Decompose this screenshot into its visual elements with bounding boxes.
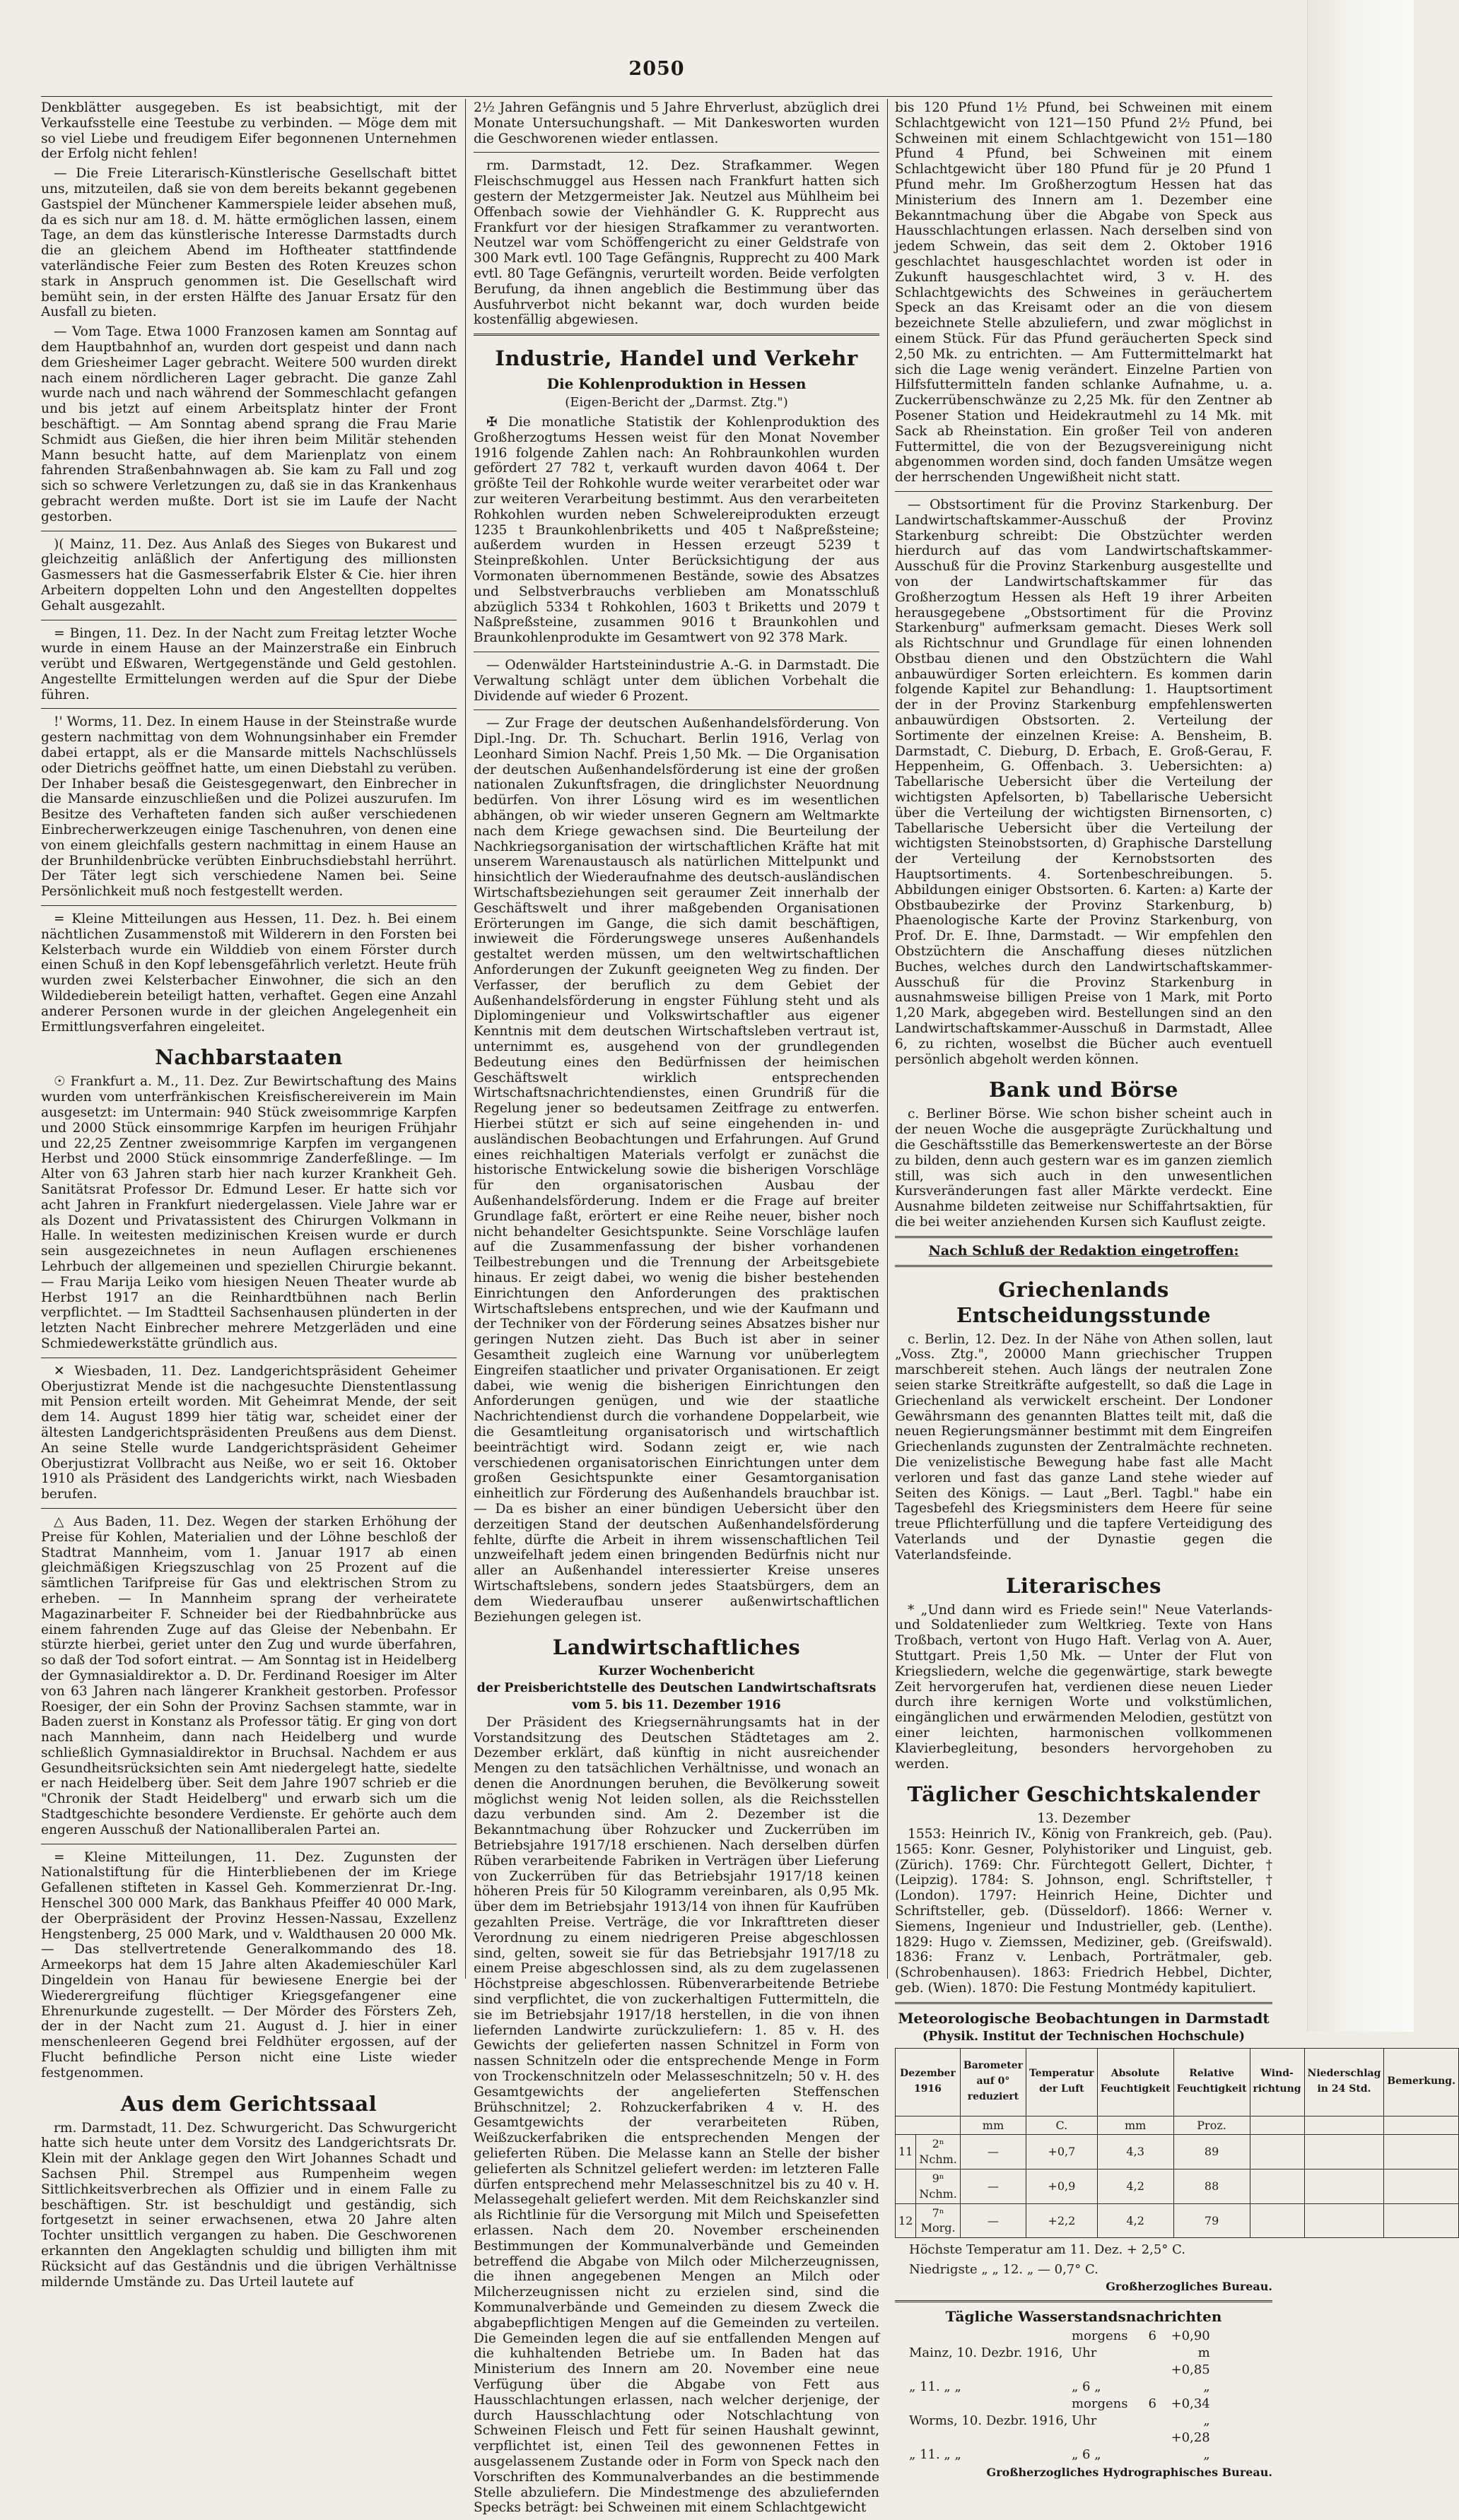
row-time: 7ⁿ Morg. <box>916 2203 961 2238</box>
subheading-daterange: vom 5. bis 11. Dezember 1916 <box>572 1697 781 1712</box>
article-frankfurt: ☉ Frankfurt a. M., 11. Dez. Zur Bewirtschaftung des Mains wurden vom unterfränkischen Kreisfischereiverein im Main ausgesetzt: im Untermain: 940 Stück zweisommrige Karpfen und 2000 Stück einsommrige Karpfen im heurigen Frühjahr und 22,25 Zentner zweisommrige Karpfen im vergangenen Herbst und 2000 Stück einsommrige Zanderfeßlinge. — Im Alter von 63 Jahren starb hier nach kurzer Krankheit Geh. Sanitätsrat Professor Dr. Edmund Leser. Er hatte sich vor acht Jahren in Frankfurt niedergelassen. Viele Jahre war er als Dozent und Privatassistent des Chirurgen Volkmann in Halle. In weitesten medizinischen Kreisen wurde er durch sein ausgezeichnetes in neun Auflagen erschienenes Lehrbuch der allgemeinen und speziellen Chirurgie bekannt. — Frau Marija Leiko vom hiesigen Neuen Theater wurde ab Herbst 1917 an die Reinhardtbühnen nach Berlin verpflichtet. — Im Stadtteil Sachsenhausen plünderten in der letzten Nacht Einbrecher mehrere Metzgerläden und eine Schmiedewerkstätte gründlich aus. <box>41 1074 457 1351</box>
article-baden: △ Aus Baden, 11. Dez. Wegen der starken Erhöhung der Preise für Kohlen, Materialien und der Löhne beschloß der Stadtrat Mannheim, vom 1. Januar 1917 ab einen gleichmäßigen Kriegszuschlag von 25 Prozent auf die sämtlichen Tarifpreise für Gas und elektrischen Strom zu erheben. — In Mannheim sprang der verheiratete Magazinarbeiter F. Schneider bei der Riedbahnbrücke aus einem fahrenden Zuge auf das Gleise der Nebenbahn. Er stürzte hierbei, geriet unter den Zug und wurde überfahren, so daß der Tod sofort eintrat. — Am Sonntag ist in Heidelberg der Gymnasialdirektor a. D. Dr. Ferdinand Roesiger im Alter von 63 Jahren nach längerer Krankheit gestorben. Professor Roesiger, der ein Sohn der Provinz Sachsen stammte, war in Baden zuerst in Konstanz als Professor tätig. Er ging von dort nach Mannheim, dann nach Heidelberg und wurde schließlich Gymnasialdirektor in Bruchsal. Nachdem er aus Gesundheitsrücksichten sein Amt niedergelegt hatte, siedelte er nach Heidelberg über. Seit dem Jahre 1907 schrieb er die "Chronik der Stadt Heidelberg" und erwarb sich um die Stadtgeschichte besondere Verdienste. Er gehörte auch dem engeren Ausschuß der Nationalliberalen Partei an. <box>41 1514 457 1837</box>
column-2 <box>474 100 879 2520</box>
row-day: 12 <box>896 2203 916 2238</box>
row-baro: — <box>960 2203 1026 2238</box>
heading-griechenland: Griechenlands Entscheidungsstunde <box>956 1277 1212 1327</box>
heading-industrie: Industrie, Handel und Verkehr <box>495 346 858 371</box>
article-vom-tage: — Vom Tage. Etwa 1000 Franzosen kamen am Sonntag auf dem Hauptbahnhof an, wurden dort gespeist und dann nach dem Griesheimer Lager gebracht. Weitere 500 wurden direkt nach einem nördlicheren Lager gebracht. Die ganze Zahl wurde nach und nach während der Sommeschlacht gefangen und bis jetzt auf einem Arbeitsplatz hinter der Front beschäftigt. — Am Sonntag abend sprang die Frau Marie Schmidt aus Gießen, die hier ihren beim Militär stehenden Mann besucht hatte, auf dem Marienplatz von einem fahrenden Straßenbahnwagen ab. Sie kam zu Fall und zog sich so schwere Verletzungen zu, daß sie in das Krankenhaus gebracht werden mußte. Dort ist sie im Laufe der Nacht gestorben. <box>41 324 457 524</box>
article-lieder: * „Und dann wird es Friede sein!" Neue Vaterlands- und Soldatenlieder zum Weltkrieg. Texte von Hans Troßbach, vertont von Hugo Haft. Verlag von A. Auer, Stuttgart. Preis 1,50 Mk. — Unter der Flut von Kriegsliedern, welche die gegenwärtige, stark bewegte Zeit hervorgerufen hat, verdienen diese neuen Lieder durch ihre kernigen Worte und volkstümlichen, eingänglichen und erwärmenden Melodien, gestützt von einer leichten, harmonischen vollkommenen Klavierbegleitung, besonders hervorgehoben zu werden. <box>895 1602 1272 1772</box>
article-kalender: 1553: Heinrich IV., König von Frankreich, geb. (Pau). 1565: Konr. Gesner, Polyhistoriker und Linguist, geb. (Zürich). 1769: Chr. Fürchtegott Gellert, Dichter, † (Leipzig). 1784: S. Johnson, engl. Schriftsteller, † (London). 1797: Heinrich Heine, Dichter und Schriftsteller, geb. (Düsseldorf). 1866: Werner v. Siemens, Ingenieur und Industrieller, geb. (Lenthe). 1829: Hugo v. Ziemssen, Mediziner, geb. (Greifswald). 1836: Franz v. Lenbach, Porträtmaler, geb. (Schrobenhausen). 1863: Friedrich Hebbel, Dichter, geb. (Wien). 1870: Die Festung Montmédy kapituliert. <box>895 1827 1272 1996</box>
column-rule-1 <box>465 99 466 1979</box>
water-list <box>895 2328 1272 2463</box>
water-city: „ 11. „ „ <box>909 2447 961 2462</box>
heading-wasserstand: Tägliche Wasserstandsnachrichten <box>945 2307 1222 2325</box>
row-rel: 89 <box>1173 2135 1250 2169</box>
row-temp: +0,9 <box>1026 2169 1097 2204</box>
water-time: morgens 6 Uhr <box>1072 2396 1156 2428</box>
water-credit: Großherzogliches Hydrographisches Bureau. <box>986 2465 1272 2479</box>
subheading-eigenbericht: (Eigen-Bericht der „Darmst. Ztg.") <box>565 395 788 411</box>
article-wiesbaden: ✕ Wiesbaden, 11. Dez. Landgerichtspräsident Geheimer Oberjustizrat Mende ist die nachgesuchte Dienstentlassung mit Pension erteilt worden. Mit Geheimrat Mende, der seit dem 14. August 1899 hier tätig war, scheidet einer der ältesten Landgerichtspräsidenten Preußens aus dem Dienst. An seine Stelle wurde Landgerichtspräsident Geheimer Oberjustizrat Vollbracht aus Neiße, wo er seit 16. Oktober 1910 als Präsident des Landgerichts wirkt, nach Wiesbaden berufen. <box>41 1363 457 1502</box>
column-1 <box>41 100 457 2294</box>
water-time: „ 6 „ <box>1072 2447 1101 2462</box>
water-row <box>909 2430 1272 2463</box>
row-wind <box>1250 2169 1304 2204</box>
article-mainz: )( Mainz, 11. Dez. Aus Anlaß des Sieges von Bukarest und gleichzeitig anläßlich der Anfertigung des millionsten Gasmessers hat die Gasmesserfabrik Elster & Cie. hier ihren Arbeitern doppelten Lohn und den Angestellten doppeltes Gehalt ausgezahlt. <box>41 536 457 613</box>
water-row <box>909 2396 1272 2430</box>
separator <box>895 2002 1272 2004</box>
article-kohlenstatistik: ✠ Die monatliche Statistik der Kohlenproduktion des Großherzogtums Hessen weist für den Monat November 1916 folgende Zahlen nach: An Rohbraunkohlen wurden gefördert 27 782 t, verkauft wurden davon 4064 t. Der größte Teil der Rohkohle wurde weiter verarbeitet oder war zur weiteren Verarbeitung bestimmt. Aus den verarbeiteten Rohkohlen wurden neben Schwelereiprodukten erzeugt 1235 t Braunkohlenbriketts und 405 t Naßpreßsteine; außerdem wurden in Hessen erzeugt 5239 t Steinpreßkohlen. Unter Berücksichtigung der aus Vormonaten übernommenen Bestände, sowie des Absatzes und Selbstverbrauchs verblieben am Monatsschluß abzüglich 5334 t Rohkohlen, 1603 t Briketts und 2079 t Naßpreßsteine, zusammen 9016 t Braunkohlen und Braunkohlenprodukte im Gesamtwert von 92 378 Mark. <box>474 414 879 646</box>
separator <box>895 2300 1272 2302</box>
weather-row <box>896 2169 1459 2204</box>
heading-meteorologie: Meteorologische Beobachtungen in Darmstadt <box>898 2009 1270 2027</box>
th-temperature: Temperatur der Luft <box>1026 2048 1097 2116</box>
kalender-date: 13. Dezember <box>1037 1811 1130 1827</box>
row-rain <box>1304 2135 1384 2169</box>
water-time: morgens 6 Uhr <box>1072 2328 1156 2360</box>
notice-redaktionsschluss <box>895 1244 1272 1259</box>
th-wind: Wind-richtung <box>1250 2048 1304 2116</box>
separator <box>474 152 879 153</box>
water-level: +0,85 „ <box>1171 2362 1210 2394</box>
row-wind <box>1250 2135 1304 2169</box>
th-precipitation: Niederschlag in 24 Std. <box>1304 2048 1384 2116</box>
temp-low: Niedrigste „ „ 12. „ — 0,7° C. <box>909 2262 1098 2278</box>
unit-blank <box>1250 2116 1304 2135</box>
article-bingen: = Bingen, 11. Dez. In der Nacht zum Freitag letzter Woche wurde in einem Hause an der Mainzerstraße ein Einbruch verübt und Eßwaren, Wertgegenstände und Geld gestohlen. Angestellte Ermittelungen werden auf die Spur der Diebe führen. <box>41 625 457 702</box>
th-year-label: 1916 <box>913 2083 942 2095</box>
weather-row <box>896 2203 1459 2238</box>
water-level: +0,34 „ <box>1171 2396 1210 2428</box>
heading-geschichtskalender: Täglicher Geschichtskalender <box>907 1782 1260 1807</box>
article-odenwaelder: — Odenwälder Hartsteinindustrie A.-G. in Darmstadt. Die Verwaltung schlägt unter dem üblichen Vorbehalt die Dividende auf wieder 6 Prozent. <box>474 657 879 704</box>
separator <box>41 905 457 906</box>
row-rel: 79 <box>1173 2203 1250 2238</box>
header-rule <box>41 96 1272 97</box>
article-kleine-hessen: = Kleine Mitteilungen aus Hessen, 11. Dez. h. Bei einem nächtlichen Zusammenstoß mit Wilderern in den Forsten bei Kelsterbach wurde ein Wilddieb von einem Förster durch einen Schuß in den Kopf lebensgefährlich verletzt. Heute früh wurden zwei Kelsterbacher Einwohner, die sich an den Wildedieberein beteiligt hatten, verhaftet. Gegen eine Anzahl anderer Personen wurde in der gleichen Angelegenheit ein Ermittlungsverfahren eingeleitet. <box>41 912 457 1035</box>
unit-blank <box>896 2116 961 2135</box>
separator <box>895 491 1272 492</box>
scan-margin <box>1307 0 1414 2032</box>
row-abs: 4,2 <box>1097 2169 1173 2204</box>
article-urteil-cont: 2½ Jahren Gefängnis und 5 Jahre Ehrverlust, abzüglich drei Monate Untersuchungshaft. — Mit Dankesworten wurden die Geschworenen wieder entlassen. <box>474 100 879 146</box>
row-remark <box>1384 2203 1459 2238</box>
article-worms: !' Worms, 11. Dez. In einem Hause in der Steinstraße wurde gestern nachmittag von dem Wohnungsinhaber ein Fremder dabei ertappt, als er die Mansarde mittels Nachschlüssels oder Dietrichs geöffnet hatte, um einen Diebstahl zu verüben. Der Inhaber besaß die Geistesgegenwart, den Einbrecher in die Mansarde einzuschließen und die Polizei auszurufen. Im Besitze des Verhafteten fanden sich außer verschiedenen Einbrecherwerkzeugen einige Taschenuhren, von denen eine von einem gleichfalls gestern nachmittag in einem Hause an der Brunhildenbrücke verübten Einbruchsdiebstahl herrührt. Der Täter legt sich verschiedene Namen bei. Seine Persönlichkeit muß noch festgestellt werden. <box>41 714 457 900</box>
row-day <box>896 2169 916 2204</box>
subheading-wochenbericht: Kurzer Wochenbericht <box>598 1664 755 1679</box>
water-city: „ 11. „ „ <box>909 2379 961 2394</box>
article-berliner-boerse: c. Berliner Börse. Wie schon bisher scheint auch in der neuen Woche die ausgeprägte Zurückhaltung und die Geschäftsstille das Bemerkenswerteste an der Börse zu bilden, denn auch gestern war es im ganzen ziemlich still, was sich auch in den unwesentlichen Kursveränderungen fast aller Märkte verdeckt. Eine Ausnahme bildeten zeitweise nur Schiffahrtsaktien, für die bei weiter anziehenden Kursen sich Kauflust zeigte. <box>895 1107 1272 1230</box>
row-temp: +2,2 <box>1026 2203 1097 2238</box>
column-3 <box>895 100 1455 2481</box>
water-row <box>909 2362 1272 2396</box>
row-remark <box>1384 2169 1459 2204</box>
subheading-institut: (Physik. Institut der Technischen Hochschule) <box>922 2029 1245 2044</box>
weather-header-row <box>896 2048 1459 2116</box>
row-rain <box>1304 2169 1384 2204</box>
water-level: +0,90 m <box>1171 2328 1210 2360</box>
column-rule-2 <box>887 99 888 1979</box>
row-rain <box>1304 2203 1384 2238</box>
water-time: „ 6 „ <box>1072 2379 1101 2394</box>
heading-literarisches: Literarisches <box>1006 1573 1161 1598</box>
subheading-preisbericht: der Preisberichtstelle des Deutschen Landwirtschaftsrats <box>476 1681 877 1696</box>
unit-abs: mm <box>1097 2116 1173 2135</box>
temp-high: Höchste Temperatur am 11. Dez. + 2,5° C. <box>909 2242 1185 2258</box>
row-abs: 4,3 <box>1097 2135 1173 2169</box>
page-number: 2050 <box>628 58 685 80</box>
th-relative-humidity: Relative Feuchtigkeit <box>1173 2048 1250 2116</box>
unit-blank <box>1384 2116 1459 2135</box>
th-month <box>896 2048 961 2116</box>
weather-table <box>895 2048 1459 2239</box>
weather-credit: Großherzogliches Bureau. <box>1106 2279 1272 2293</box>
row-wind <box>1250 2203 1304 2238</box>
unit-temp: C. <box>1026 2116 1097 2135</box>
separator <box>474 334 879 336</box>
article-griechenland: c. Berlin, 12. Dez. In der Nähe von Athen sollen, laut „Voss. Ztg.", 20000 Mann griechischer Truppen marschbereit stehen. Auch längs der neutralen Zone seien starke Streitkräfte aufgestellt, so daß die Lage in Griechenland als verwickelt erscheint. Der Londoner Gewährsmann des genannten Blattes teilt mit, daß die neuen Regierungsmänner bestimmt mit dem Eingreifen Griechenlands zugunsten der Zentralmächte rechneten. Die venizelistische Bewegung habe fast alle Macht verloren und fast das ganze Land stehe wieder auf Seiten des Königs. — Laut „Berl. Tagbl." habe ein Tagesbefehl des Kriegsministers dem Heere für seine treue Pflichterfüllung und die tapfere Verteidigung des Vaterlands und der Dynastie gegen die Vaterlandsfeinde. <box>895 1331 1272 1562</box>
row-day: 11 <box>896 2135 916 2169</box>
separator <box>895 1236 1272 1238</box>
article-speck-cont: bis 120 Pfund 1½ Pfund, bei Schweinen mit einem Schlachtgewicht von 121—150 Pfund 2½ Pfund, bei Schweinen mit einem Schlachtgewicht von 151—180 Pfund 4 Pfund, bei Schweinen mit einem Schlachtgewicht über 180 Pfund für je 20 Pfund 1 Pfund mehr. Im Großherzogtum Hessen hat das Ministerium des Innern am 1. Dezember eine Bekanntmachung über die Abgabe von Speck aus Hausschlachtungen erlassen. Nach derselben sind von jedem Schwein, das seit dem 2. Oktober 1916 geschlachtet hausgeschlachtet worden ist oder in Zukunft hausgeschlachtet wird, 3 v. H. des Schlachtgewichts des Schweines in geräuchertem Speck an das Kreisamt oder an die von diesem bezeichnete Stelle abzuliefern, und zwar möglichst in einem Stück. Für das Pfund geräucherten Speck sind 2,50 Mk. zu entrichten. — Am Futtermittelmarkt hat sich die Lage wenig verändert. Einzelne Partien von Hilfsfuttermitteln fanden schlanke Aufnahme, u. a. Zuckerrübenschwänze zu 2,25 Mk. für den Zentner ab Posener Station und Heidekrautmehl zu 14 Mk. mit Sack ab Rheinstation. Ein großer Teil von anderen Futtermittel, die von der Bezugsvereinigung nicht abgenommen worden sind, doch fanden Umsätze wegen der herrschenden Ungewißheit nicht statt. <box>895 100 1272 485</box>
row-temp: +0,7 <box>1026 2135 1097 2169</box>
row-baro: — <box>960 2135 1026 2169</box>
heading-nachbarstaaten: Nachbarstaaten <box>155 1045 343 1070</box>
row-remark <box>1384 2135 1459 2169</box>
row-time: 9ⁿ Nchm. <box>916 2169 961 2204</box>
subheading-kohlen: Die Kohlenproduktion in Hessen <box>546 375 807 393</box>
weather-row <box>896 2135 1459 2169</box>
article-kriegsernaehrung: Der Präsident des Kriegsernährungsamts hat in der Vorstandsitzung des Deutschen Städtetages am 2. Dezember erklärt, daß künftig in nicht ausreichender Mengen zu den tatsächlichen Verhältnisse, und wonach an denen die Anordnungen beruhen, die Bevölkerung soweit möglichst wenig Not leiden sollen, als die Reichsstellen dazu verbunden sind. Am 2. Dezember ist die Bekanntmachung über Rohzucker und Zuckerrüben im Betriebsjahre 1917/18 erschienen. Nach derselben dürfen Rüben verarbeitende Fabriken in Verträgen über Lieferung von Zuckerrüben für das Betriebsjahr 1917/18 keinen höheren Preis für 50 Kilogramm vereinbaren, als 0,95 Mk. über dem im Betriebsjahr 1913/14 von ihnen für Kaufrüben gezahlten Preise. Verträge, die vor Inkrafttreten dieser Verordnung zu einem niedrigeren Preise abgeschlossen sind, gelten, soweit sie für das Betriebsjahr 1917/18 zu einem Preise abgeschlossen sind, als zu dem zugelassenen Höchstpreise abgeschlossen. Rübenverarbeitende Betriebe sind verpflichtet, die von zuckerhaltigen Futtermitteln, die sie im Betriebsjahr 1917/18 herstellen, in die von ihnen liefernden Landwirte zurückzuliefern: 1. 85 v. H. des Gewichts der gelieferten nassen Schnitzel in Form von nassen Schnitzeln oder die entsprechende Menge in Form von Trockenschnitzeln oder Melasseschnitzeln; 50 v. H. des Gesamtgewichts der angelieferten Steffenschen Brühschnitzel; 2. Rohzuckerfabriken 4 v. H. des Gesamtgewichts der verarbeiteten Rüben, Weißzuckerfabriken die entsprechenden Mengen der gelieferten Rüben. Die Melasse kann an Stelle der bisher gelieferten als Schnitzel geliefert werden: im letzteren Falle dürfen entsprechend mehr Melasseschnitzel bis zu 40 v. H. Melassegehalt geliefert werden. Mit dem Reichskanzler sind als Richtlinie für die Versorgung mit Milch und Speisefetten erlassen. Nach dem 20. November erscheinenden Bestimmungen der Kommunalverbände und Gemeinden betreffend die Abgabe von Milch oder Milcherzeugnissen, die ihnen angegebenen Mengen an Milch oder Milcherzeugnissen nicht zu erzielen sind, sind die Kommunalverbände und Gemeinden zu diesem Zweck die abgabepflichtigen Mengen auf die Gemeinden zu verteilen. Die Gemeinden legen die auf sie entfallenden Mengen auf die kuhhaltenden Betriebe um. In Baden hat das Ministerium des Innern am 20. November eine neue Verfügung über die Abgabe von Fett aus Hausschlachtungen erlassen, nach welcher derjenige, der durch Hausschlachtung oder Notschlachtung von Schweinen Fleisch und Fett für seinen Haushalt gewinnt, verpflichtet ist, einen Teil des gewonnenen Fettes in ausgelassenem Zustande oder in Form von Speck nach den Vorschriften des Kommunalverbandes an die bestimmende Stelle abzuliefern. Die Mindestmenge des abzuliefernden Specks beträgt: bei Schweinen mit einem Schlachtgewicht <box>474 1714 879 2516</box>
heading-landwirtschaft: Landwirtschaftliches <box>552 1635 801 1660</box>
heading-bank-boerse: Bank und Börse <box>988 1078 1179 1102</box>
unit-rel: Proz. <box>1173 2116 1250 2135</box>
article-obstsortiment: — Obstsortiment für die Provinz Starkenburg. Der Landwirtschaftskammer-Ausschuß der Provinz Starkenburg schreibt: Die Obstzüchter werden hierdurch auf das vom Landwirtschaftskammer-Ausschuß für die Provinz Starkenburg ausgestellte und von der Landwirtschaftskammer für das Großherzogtum Hessen als Heft 19 ihrer Arbeiten herausgegebene „Obstsortiment für die Provinz Starkenburg" aufmerksam gemacht. Dieses Werk soll als Richtschnur und Grundlage für einen lohnenden Obstbau dienen und den Obstzüchtern die Wahl anbauwürdiger Sorten erleichtern. Es kommen darin folgende Kapitel zur Behandlung: 1. Hauptsortiment der in der Provinz Starkenburg empfehlenswerten anbauwürdigen Obstsorten. 2. Verteilung der Sortimente der einzelnen Kreise: A. Bensheim, B. Darmstadt, C. Dieburg, D. Erbach, E. Groß-Gerau, F. Heppenheim, G. Offenbach. 3. Uebersichten: a) Tabellarische Uebersicht über die Verteilung der wichtigsten Apfelsorten, b) Tabellarische Uebersicht über die Verteilung der wichtigsten Birnensorten, c) Tabellarische Uebersicht über die Verteilung der wichtigsten Steinobstsorten, d) Graphische Darstellung der Verteilung der Kernobstsorten des Hauptsortiments. 4. Sortenbeschreibungen. 5. Abbildungen einiger Obstsorten. 6. Karten: a) Karte der Obstbaubezirke der Provinz Starkenburg, b) Phaenologische Karte der Provinz Starkenburg, von Prof. Dr. E. Ihne, Darmstadt. — Wir empfehlen den Obstzüchtern die Anschaffung dieses nützlichen Buches, welches durch den Landwirtschaftskammer-Ausschuß für die Provinz Starkenburg in ausnahmsweise billigen Preise von 1 Mark, mit Porto 1,20 Mark, abgegeben wird. Bestellungen sind an den Landwirtschaftskammer-Ausschuß in Darmstadt, Allee 6, zu richten, woselbst die Bücher auch eventuell persönlich abgeholt werden können. <box>895 497 1272 1067</box>
th-month-label: Dezember <box>900 2068 956 2080</box>
th-absolute-humidity: Absolute Feuchtigkeit <box>1097 2048 1173 2116</box>
article-kleine-mitteilungen: = Kleine Mitteilungen, 11. Dez. Zugunsten der Nationalstiftung für die Hinterbliebenen der im Kriege Gefallenen stifteten in Kassel Geh. Kommerzienrat Dr.-Ing. Henschel 300 000 Mark, das Bankhaus Pfeiffer 40 000 Mark, der Oberpräsident der Provinz Hessen-Nassau, Exzellenz Hengstenberg, 25 000 Mark, und v. Waldthausen 20 000 Mk. — Das stellvertretende Generalkommando des 18. Armeekorps hat dem 15 Jahre alten Akademieschüler Karl Dingeldein von Hanau für bewiesene Energie bei der Wiederergreifung flüchtiger Kriegsgefangener eine Ehrenurkunde zugestellt. — Der Mörder des Försters Zeh, der in der Nacht zum 21. August d. J. hier in einer menschenleeren Gegend brei Feldhüter ergossen, auf der Flucht befindliche Person nicht eine Liste wieder festgenommen. <box>41 1849 457 2080</box>
row-baro: — <box>960 2169 1026 2204</box>
th-remark: Bemerkung. <box>1384 2048 1459 2116</box>
row-time: 2ⁿ Nchm. <box>916 2135 961 2169</box>
heading-gerichtssaal: Aus dem Gerichtssaal <box>120 2091 377 2116</box>
water-row <box>909 2328 1272 2362</box>
unit-baro: mm <box>960 2116 1026 2135</box>
row-abs: 4,2 <box>1097 2203 1173 2238</box>
row-rel: 88 <box>1173 2169 1250 2204</box>
separator <box>895 1265 1272 1267</box>
water-level: +0,28 „ <box>1171 2430 1210 2462</box>
water-city: Worms, 10. Dezbr. 1916, <box>909 2413 1068 2428</box>
weather-units-row <box>896 2116 1459 2135</box>
water-city: Mainz, 10. Dezbr. 1916, <box>909 2345 1063 2360</box>
article-schwurgericht: rm. Darmstadt, 11. Dez. Schwurgericht. Das Schwurgericht hatte sich heute unter dem Vorsitz des Landgerichtsrats Dr. Klein mit der Anklage gegen den Wirt Johannes Schadt und Sachsen Phil. Strempel aus Rumpenheim wegen Sittlichkeitsverbrechen als Offizier und in einem Falle zu beschäftigen. Str. ist beschuldigt und geständig, sich fortgesetzt in seiner erwachsenen, etwa 20 Jahre alten Tochter unsittlich vergangen zu haben. Die Geschworenen erkannten den Angeklagten schuldig und billigten ihm mit Rücksicht auf das Geständnis und die übrigen Verhältnisse mildernde Umstände zu. Das Urteil lautete auf <box>41 2120 457 2290</box>
article-strafkammer: rm. Darmstadt, 12. Dez. Strafkammer. Wegen Fleischschmuggel aus Hessen nach Frankfurt hatten sich gestern der Metzgermeister Jak. Neutzel aus Mühlheim bei Offenbach sowie der Viehhändler G. K. Rupprecht aus Frankfurt vor der hiesigen Strafkammer zu verantworten. Neutzel war vom Schöffengericht zu einer Geldstrafe von 300 Mark evtl. 100 Tage Gefängnis, Rupprecht zu 400 Mark evtl. 80 Tage Gefängnis, verurteilt worden. Beide verfolgten Berufung, da ihnen angeblich die Bestimmung über das Ausfuhrverbot nicht bekannt war, doch wurden beide kostenfällig abgewiesen. <box>474 158 879 328</box>
article-kammerspiele: — Die Freie Literarisch-Künstlerische Gesellschaft bittet uns, mitzuteilen, daß sie von dem bereits bekannt gegebenen Gastspiel der Münchener Kammerspiele leider absehen muß, da es sich nur am 18. d. M. hätte ermöglichen lassen, einem Tage, an dem das künstlerische Interesse Darmstadts durch die an gleichem Abend im Hoftheater stattfindende vaterländische Feier zum Besten des Roten Kreuzes schon stark in Anspruch genommen ist. Die Gesellschaft wird bemüht sein, in der ersten Hälfte des Januar Ersatz für den Ausfall zu bieten. <box>41 166 457 320</box>
separator <box>41 708 457 709</box>
th-barometer: Barometer auf 0° reduziert <box>960 2048 1026 2116</box>
separator <box>41 1508 457 1509</box>
unit-blank <box>1304 2116 1384 2135</box>
article-aussenhandel: — Zur Frage der deutschen Außenhandelsförderung. Von Dipl.-Ing. Dr. Th. Schuchart. Berlin 1916, Verlag von Leonhard Simion Nachf. Preis 1,50 Mk. — Die Organisation der deutschen Außenhandelsförderung ist eine der großen nationalen Zukunftsfragen, die dringlichster Neuordnung bedürfen. Von ihrer Lösung wird es im wesentlichen abhängen, ob wir wieder unseren Gegnern am Weltmarkte nach dem Kriege gewachsen sind. Die Beurteilung der Nachkriegsorganisation der wirtschaftlichen Kräfte hat mit unserem Warenaustausch als natürlichen Mittelpunkt und hinsichtlich der Wiederaufnahme des deutsch-ausländischen Wirtschaftsbeziehungen seit geraumer Zeit innerhalb der Geschäftswelt und ihrer maßgebenden Organisationen Erörterungen im Gange, die sich damit beschäftigen, inwieweit die Förderungswege unseres Außenhandels gestaltet werden müssen, um den weltwirtschaftlichen Anforderungen der Zukunft geeigneten Weg zu finden. Der Verfasser, der beruflich zu dem Gebiet der Außenhandelsförderung in engster Fühlung steht und als Diplomingenieur und Volkswirtschaftler aus eigener Kenntnis mit dem deutschen Wirtschaftsleben vertraut ist, unternimmt es, ausgehend von der grundlegenden Bedeutung eines den Bedürfnissen der heimischen Geschäftswelt wirklich entsprechenden Wirtschaftsnachrichtendienstes, einen Grundriß für die Regelung jener so bedeutsamen Zeitfrage zu entwerfen. Hierbei stützt er sich auf seine eingehenden in- und ausländischen Beobachtungen und Erfahrungen. Auf Grund eines reichhaltigen Materials verfolgt er zunächst die historische Entwickelung sowie die bisherigen Vorschläge für den organisatorischen Ausbau der Außenhandelsförderung. Indem er die Frage auf breiter Grundlage faßt, erörtert er eine Reihe neuer, bisher noch nicht behandelter Gesichtspunkte. Seine Vorschläge laufen auf die Zusammenfassung der bisher vorhandenen Teilbestrebungen und die Trennung der Arbeitsgebiete hinaus. Er zeigt dabei, wo wenig die bisher bestehenden Einrichtungen den Anforderungen des praktischen Wirtschaftslebens entsprechen, und wie der Kaufmann und der Techniker von der Förderung seines Absatzes bisher nur geringen Nutzen zieht. Das Buch ist aber in seiner Gesamtheit zugleich eine Warnung vor unüberlegtem Eingreifen staatlicher und privater Organisationen. Er zeigt dabei, wie wenig die bisherigen Einrichtungen den Anforderungen genügen, und wie der staatliche Nachrichtendienst durch die vorhandene Doppelarbeit, wie die Gesamtleitung organisatorisch und wirtschaftlich beeinträchtigt wird. Sodann zeigt er, wie nach verschiedenen organisatorischen Einrichtungen unter dem großen Gesichtspunkte einer Gesamtorganisation einheitlich zur Förderung des Außenhandels brauchbar ist. — Da es bisher an einer bündigen Uebersicht über den derzeitigen Stand der deutschen Außenhandelsförderung fehlte, dürfte die Arbeit in ihrem wissenschaftlichen Teil unzweifelhaft jedem einen bringenden Bedürfnis nicht nur aller an Außenhandel interessierter Kreise unseres Wirtschaftslebens, sondern jedes Staatsbürgers, dem an dem Wiederaufbau unserer außenwirtschaftlichen Beziehungen gelegen ist. <box>474 716 879 1625</box>
notice-text: Nach Schluß der Redaktion eingetroffen: <box>928 1242 1239 1259</box>
article-denkblaetter: Denkblätter ausgegeben. Es ist beabsichtigt, mit der Verkaufsstelle eine Teestube zu verbinden. — Möge dem mit so viel Liebe und freudigem Eifer begonnenen Unternehmen der Erfolg nicht fehlen! <box>41 100 457 162</box>
